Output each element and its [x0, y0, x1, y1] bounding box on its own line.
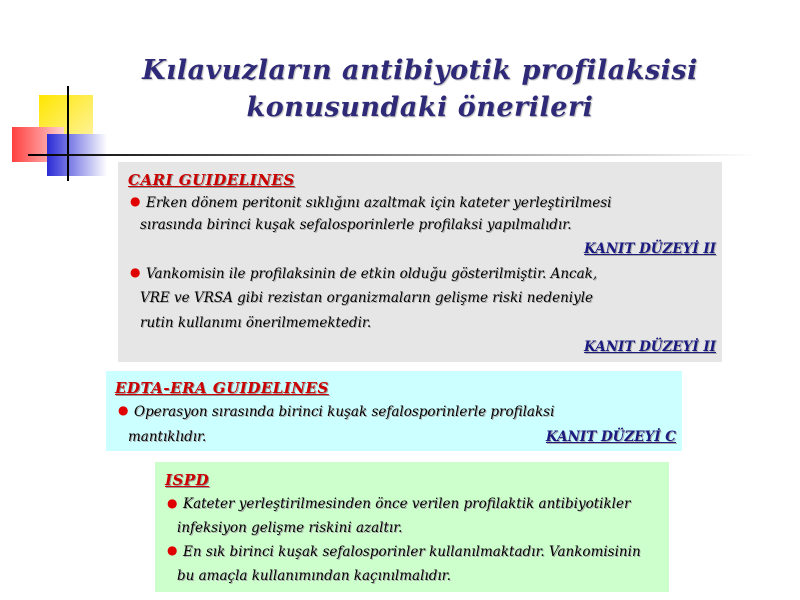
ispd-bullet-1-line-2: infeksiyon gelişme riskini azaltır. [177, 520, 403, 536]
ispd-bullet-2-line-1: En sık birinci kuşak sefalosporinler kullanılmaktadır. Vankomisinin [183, 544, 641, 560]
slide-title-line-2: konusundaki önerileri [246, 92, 594, 123]
decor-horizontal-rule [28, 154, 758, 156]
edta-bullet-1-line-2: mantıklıdır. [128, 429, 207, 445]
ispd-bullet-1-line-1: Kateter yerleştirilmesinden önce verilen profilaktik antibiyotikler [183, 496, 631, 512]
cari-heading: CARI GUIDELINES [128, 171, 295, 189]
edta-era-guidelines-box [106, 371, 682, 451]
cari-guidelines-box [118, 162, 722, 362]
decor-vertical-line [67, 86, 69, 181]
bullet-icon: ● [118, 403, 129, 417]
bullet-icon: ● [130, 194, 141, 208]
cari-bullet-2-line-1: Vankomisin ile profilaksinin de etkin olduğu gösterilmiştir. Ancak, [146, 266, 598, 282]
cari-bullet-2-line-3: rutin kullanımı önerilmemektedir. [140, 315, 372, 331]
slide-title [120, 52, 720, 126]
cari-evidence-level-1: KANIT DÜZEYİ II [584, 241, 716, 257]
edta-evidence-level-1: KANIT DÜZEYİ C [545, 429, 676, 445]
cari-bullet-1-line-1: Erken dönem peritonit sıklığını azaltmak için kateter yerleştirilmesi [146, 195, 612, 211]
cari-evidence-level-2: KANIT DÜZEYİ II [584, 339, 716, 355]
slide-title-line-1: Kılavuzların antibiyotik profilaksisi [142, 55, 698, 86]
ispd-heading: ISPD [165, 471, 210, 489]
edta-heading: EDTA-ERA GUIDELINES [115, 379, 329, 397]
edta-bullet-1-line-1: Operasyon sırasında birinci kuşak sefalosporinlerle profilaksi [134, 404, 555, 420]
bullet-icon: ● [130, 265, 141, 279]
cari-bullet-2-line-2: VRE ve VRSA gibi rezistan organizmaların gelişme riski nedeniyle [140, 290, 594, 306]
bullet-icon: ● [167, 543, 178, 557]
cari-bullet-1-line-2: sırasında birinci kuşak sefalosporinlerle profilaksi yapılmalıdır. [140, 217, 572, 233]
ispd-box [155, 462, 669, 592]
bullet-icon: ● [167, 496, 178, 510]
ispd-bullet-2-line-2: bu amaçla kullanımından kaçınılmalıdır. [177, 568, 451, 584]
